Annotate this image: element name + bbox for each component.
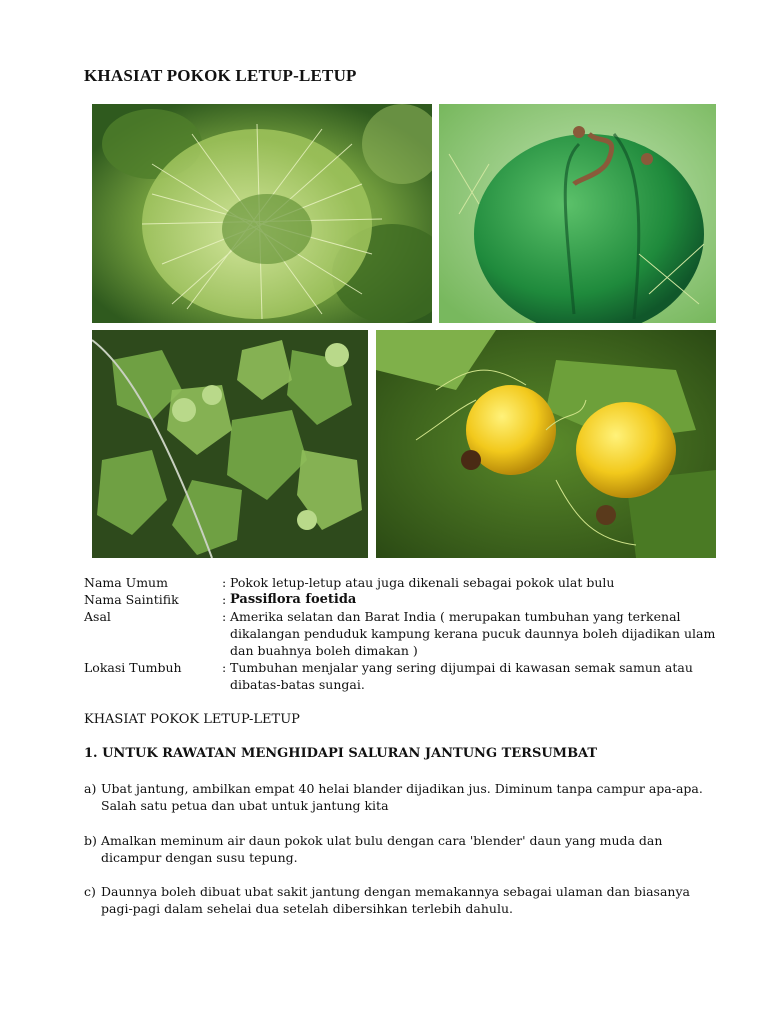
info-row-common-name: Nama Umum : Pokok letup-letup atau juga dikenali sebagai pokok ulat bulu: [84, 574, 724, 591]
list-item: [84, 832, 724, 866]
info-row-scientific-name: Nama Saintifik : Passiflora foetida: [84, 591, 724, 608]
list-item-text: Ubat jantung, ambilkan empat 40 helai blander dijadikan jus. Diminum tanpa campur apa-apa. Salah satu petua dan ubat untuk jantung kita: [101, 781, 703, 813]
green-fruit-closeup-photo: [439, 104, 716, 323]
info-label: Nama Saintifik: [84, 592, 179, 607]
info-value: Tumbuhan menjalar yang sering dijumpai di kawasan semak samun atau dibatas-batas sungai.: [230, 660, 693, 692]
info-value: Pokok letup-letup atau juga dikenali sebagai pokok ulat bulu: [230, 575, 615, 590]
info-value: Amerika selatan dan Barat India ( merupakan tumbuhan yang terkenal dikalangan penduduk kampung kerana pucuk daunnya boleh dijadikan ulam dan buahnya boleh dimakan ): [230, 609, 716, 658]
info-label: Lokasi Tumbuh: [84, 660, 182, 675]
list-item-text: Daunnya boleh dibuat ubat sakit jantung dengan memakannya sebagai ulaman dan biasanya pagi-pagi dalam sehelai dua setelah dibersihkan terlebih dahulu.: [101, 884, 690, 916]
info-label: Nama Umum: [84, 575, 168, 590]
info-row-location: Lokasi Tumbuh : Tumbuhan menjalar yang sering dijumpai di kawasan semak samun atau dibatas-batas sungai.: [84, 659, 724, 693]
list-item: [84, 883, 724, 917]
info-value: Passiflora foetida: [230, 592, 357, 607]
list-item-text: Amalkan meminum air daun pokok ulat bulu dengan cara 'blender' daun yang muda dan dicampur dengan susu tepung.: [101, 833, 663, 865]
spiky-green-flower-bract-photo: [92, 104, 432, 323]
ripe-yellow-fruits-photo: [376, 330, 716, 558]
vine-leaves-photo: [92, 330, 368, 558]
list-item-label: c): [84, 884, 96, 899]
page-title: KHASIAT POKOK LETUP-LETUP: [84, 66, 357, 85]
info-row-origin: Asal : Amerika selatan dan Barat India ( merupakan tumbuhan yang terkenal dikalangan penduduk kampung kerana pucuk daunnya boleh dijadikan ulam dan buahnya boleh dimakan ): [84, 608, 724, 659]
list-item: [84, 780, 724, 814]
subheading: 1. UNTUK RAWATAN MENGHIDAPI SALURAN JANTUNG TERSUMBAT: [84, 746, 598, 761]
list-item-label: a): [84, 781, 97, 796]
section-heading: KHASIAT POKOK LETUP-LETUP: [84, 712, 300, 727]
info-label: Asal: [84, 609, 111, 624]
plant-info-table: [84, 574, 724, 693]
list-item-label: b): [84, 833, 97, 848]
